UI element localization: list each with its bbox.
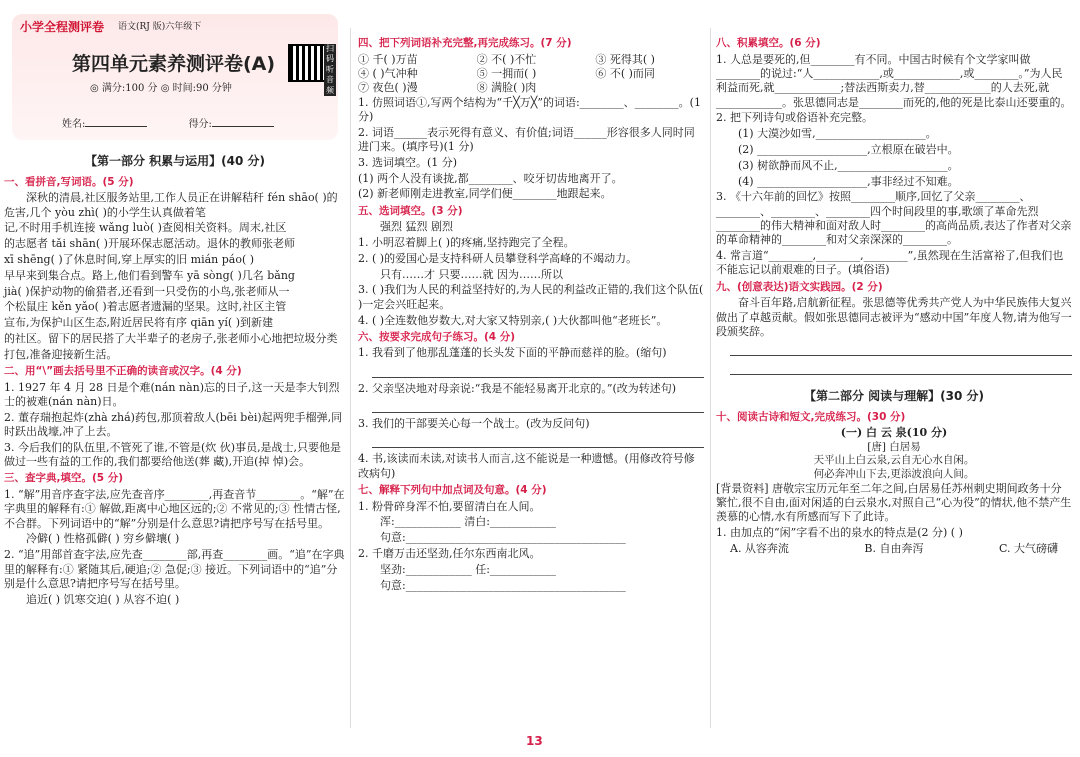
- word-blank[interactable]: ⑦ 夜色( )漫: [358, 81, 418, 95]
- answer-row[interactable]: (3) 树欲静而风不止,____________________。: [738, 158, 959, 172]
- column-divider: [350, 28, 351, 728]
- page-title: 第四单元素养测评卷(A): [72, 53, 276, 75]
- qr-label: 扫码听音频: [326, 44, 334, 95]
- question-item: 4. 书,该读而未读,对读书人而言,这不能说是一种遗憾。(用修改符号修改病句): [358, 452, 695, 480]
- column-divider: [710, 28, 711, 728]
- score-field[interactable]: [212, 126, 274, 127]
- passage-line: 打包,准备迎接新生活。: [4, 347, 118, 361]
- word-blank[interactable]: ④ ( )气冲种: [358, 66, 418, 80]
- exam-header: [12, 14, 338, 140]
- question-item: 1. 我看到了他那乱蓬蓬的长头发下面的平静而慈祥的脸。(缩句): [358, 346, 667, 360]
- answer-row[interactable]: 浑:____________ 清白:____________: [380, 515, 556, 529]
- passage-line: 的社区。留下的居民搭了大半辈子的老房子,张老师小心地把垃圾分类: [4, 331, 338, 345]
- question-item: 1. 仿照词语①,写两个结构为“千╳万╳”的词语:________、________。(1 分): [358, 95, 701, 123]
- background-note: [背景资料] 唐敬宗宝历元年至二年之间,白居易任苏州刺史期间政务十分繁忙,很不自由,面对闲适的白云泉水,对照自己“心为役”的情状,他不禁产生羡慕的心情,水有所感而写下了此诗。: [716, 481, 1072, 524]
- question-item: (2) 新老师刚走进教室,同学们便________地跟起来。: [358, 187, 612, 201]
- score-label: 得分:: [188, 119, 212, 130]
- poem-verse: 何必奔冲山下去,更添波浪向人间。: [813, 467, 975, 480]
- answer-row[interactable]: 句意:________________________________________: [380, 531, 626, 545]
- score-time-info: ◎ 满分:100 分 ◎ 时间:90 分钟: [90, 83, 232, 94]
- passage-line: xī shēng( )了休息时间,穿上厚实的旧 mián páo( ): [4, 252, 255, 266]
- question-item: 2. 董存瑞抱起炸(zhà zhá)药包,那顶着敌人(bēi bèi)起两兜手榴弹,同时跃出战壕,冲了上去。: [4, 410, 343, 439]
- question-item: 4. 常言道“________,________,________”,虽然现在生活富裕了,但我们也不能忘记以前艰难的日子。(填俗语): [716, 249, 1064, 277]
- choice-options: [716, 542, 1072, 556]
- word-blank: [595, 81, 704, 95]
- qr-code-icon[interactable]: [288, 44, 326, 82]
- answer-row[interactable]: 追近( ) 饥寒交迫( ) 从容不迫( ): [26, 592, 180, 606]
- part-2-heading: 【第二部分 阅读与理解】(30 分): [803, 389, 985, 404]
- poem-verse: 天平山上白云泉,云自无心水自闲。: [813, 454, 975, 467]
- passage-line: 记,不时用手机连接 wǎng luò( )查阅相关资料。周末,社区: [4, 221, 287, 235]
- question-item: 3. 选词填空。(1 分): [358, 155, 458, 169]
- question-text: 奋斗百年路,启航新征程。张思德等优秀共产党人为中华民族伟大复兴做出了卓越贡献。假如张思德同志被评为“感动中国”年度人物,请为他写一段颁奖辞。: [716, 296, 1072, 338]
- question-item: 1. 由加点的“闲”字看不出的泉水的特点是(2 分) ( ): [716, 525, 963, 539]
- answer-line[interactable]: [372, 398, 704, 413]
- part-1-heading: 【第一部分 积累与运用】(40 分): [84, 154, 266, 168]
- question-item: 1. 小明忍着脚上( )的疼痛,坚持跑完了全程。: [358, 236, 575, 250]
- word-blank[interactable]: ⑥ 不( )而同: [595, 66, 655, 80]
- column-3: [716, 34, 1072, 556]
- question-item: 4. ( )全连数他岁数大,对大家又特别亲,( )大伙都叫他“老班长”。: [358, 313, 668, 327]
- question-item: 3. 今后我们的队伍里,不管死了谁,不管是(炊 伙)事员,是战士,只要他是做过一些有益的工作的,我们都要给他送(葬 藏),开追(掉 悼)会。: [4, 440, 342, 469]
- word-grid-row: [358, 67, 704, 81]
- answer-line[interactable]: [730, 341, 1072, 356]
- answer-row[interactable]: 句意:________________________________________: [380, 578, 626, 592]
- question-item: 2. 父亲坚决地对母亲说:“我是不能轻易离开北京的。”(改为转述句): [358, 381, 677, 395]
- question-item: (1) 两个人没有谈拢,都________、咬牙切齿地离开了。: [358, 171, 623, 185]
- question-item: 1. 人总是要死的,但________有不同。中国古时候有个文学家叫做________的说过:“人____________,或____________,或________。”为人民利益而死,就____________;替法西斯卖力,替____________的人去死,就____________。张思德同志是________而死的,他的死是比泰山还要重的。: [716, 52, 1072, 109]
- word-bank: 只有……才 只要……就 因为……所以: [380, 267, 563, 281]
- question-item: 2. 词语______表示死得有意义、有价值;词语______形容很多人同时同进门来。(填序号)(1 分): [358, 125, 695, 153]
- passage-line: jià( )保护动物的偷猎者,还看到一只受伤的小鸟,张老师从一: [4, 284, 290, 298]
- passage-line: 深秋的清晨,社区服务站里,工作人员正在讲解秸秆 fén shāo( )的危害,几个 yòu zhì( )的小学生认真做着笔: [4, 191, 338, 219]
- section-6-title: 六、按要求完成句子练习。(4 分): [358, 330, 516, 343]
- word-blank[interactable]: ③ 死得其( ): [595, 52, 655, 66]
- choice-a[interactable]: A. 从容奔流: [730, 541, 789, 555]
- answer-row[interactable]: 冷僻( ) 性格孤僻( ) 穷乡僻壤( ): [26, 532, 180, 546]
- name-label: 姓名:: [62, 119, 86, 130]
- section-1-title: 一、看拼音,写词语。(5 分): [4, 175, 134, 188]
- poem-author: [唐] 白居易: [867, 440, 921, 453]
- passage-line: 宣布,为保护山区生态,附近居民将有序 qiān yí( )到新建: [4, 316, 273, 330]
- question-item: 1. 粉骨碎身浑不怕,要留清白在人间。: [358, 499, 541, 513]
- question-item: 2. 千磨万击还坚劲,任尔东西南北风。: [358, 546, 541, 560]
- answer-row[interactable]: (1) 大漠沙如雪,____________________。: [738, 127, 937, 141]
- question-item: 3. ( )我们为人民的利益坚持好的,为人民的利益改正错的,我们这个队伍( )一定会兴旺起来。: [358, 283, 704, 311]
- answer-line[interactable]: [372, 433, 704, 448]
- word-grid-row: [358, 53, 704, 67]
- question-item: 1. 1927 年 4 月 28 日是个难(nán nàn)忘的日子,这一天是李大钊烈士的被难(nán nàn)日。: [4, 380, 340, 408]
- column-2: [358, 34, 704, 594]
- word-bank: 强烈 猛烈 剧烈: [380, 220, 453, 234]
- section-7-title: 七、解释下列句中加点词及句意。(4 分): [358, 483, 547, 496]
- word-blank[interactable]: ⑧ 满脸( )肉: [476, 81, 537, 95]
- question-item: 1. “解”用音序查字法,应先查音序________,再查音节________。“解”在字典里的解释有:① 解做,距离中心地区远的;② 不常见的;③ 性情古怪,不合群。下列词语中的“解”分别是什么意思?请把序号写在括号里。: [4, 488, 345, 530]
- poem-title: (一) 白 云 泉(10 分): [840, 426, 948, 440]
- section-5-title: 五、选词填空。(3 分): [358, 204, 463, 217]
- name-score-fields: [62, 118, 322, 131]
- choice-c[interactable]: C. 大气磅礴: [998, 541, 1058, 555]
- answer-line[interactable]: [730, 360, 1072, 375]
- word-blank[interactable]: ② 不( )不忙: [476, 52, 537, 66]
- column-1: [4, 0, 346, 608]
- passage-line: 的志愿者 tǎi shān( )开展环保志愿活动。退休的教师张老师: [4, 237, 295, 251]
- section-2-title: 二、用“\”画去括号里不正确的读音或汉字。(4 分): [4, 365, 242, 377]
- answer-row[interactable]: 坚劲:____________ 任:____________: [380, 562, 556, 576]
- passage-line: 早早来到集合点。路上,他们看到警车 yā sòng( )几名 bǎng: [4, 268, 295, 282]
- section-8-title: 八、积累填空。(6 分): [716, 37, 821, 49]
- question-item: 3. 《十六年前的回忆》按照________顺序,回忆了父亲________、________、________、________四个时间段里的事,歌颂了革命先烈________的伟大精神和面对敌人时________的高尚品质,表达了作者对父亲的革命精神的________和对父亲深深的________。: [716, 190, 1072, 247]
- passage-line: 个松鼠庄 kěn yǎo( )着志愿者遗漏的坚果。这时,社区主管: [4, 300, 287, 314]
- grade-label: 语文(RJ 版)六年级下: [118, 22, 202, 32]
- section-4-title: 四、把下列词语补充完整,再完成练习。(7 分): [358, 37, 572, 49]
- word-blank[interactable]: ① 千( )万苗: [358, 52, 418, 66]
- question-item: 3. 我们的干部要关心每一个战士。(改为反问句): [358, 417, 590, 431]
- section-10-title: 十、阅读古诗和短文,完成练习。(30 分): [716, 410, 906, 423]
- word-grid-row: [358, 81, 704, 95]
- answer-row[interactable]: (4) ____________________,事非经过不知难。: [738, 174, 959, 188]
- name-field[interactable]: [85, 126, 147, 127]
- choice-b[interactable]: B. 自由奔泻: [864, 541, 924, 555]
- section-9-title: 九、(创意表达)语文实践园。(2 分): [716, 280, 883, 293]
- brand-logo: 小学全程测评卷: [20, 20, 105, 34]
- question-item: 2. ( )的爱国心是支持科研人员攀登科学高峰的不竭动力。: [358, 251, 638, 265]
- word-blank[interactable]: ⑤ 一拥而( ): [476, 66, 537, 80]
- section-3-title: 三、查字典,填空。(5 分): [4, 472, 124, 485]
- question-item: 2. “追”用部首查字法,应先查________部,再查________画。“追”在字典里的解释有:① 紧随其后,硬追;② 急促;③ 接近。下列词语中的“追”分别是什么意思?请把序号写在括号里。: [4, 548, 345, 590]
- answer-line[interactable]: [372, 363, 704, 378]
- answer-row[interactable]: (2) ____________________,立根原在破岩中。: [738, 142, 959, 156]
- page-number: 13: [526, 734, 543, 748]
- question-item: 2. 把下列诗句或俗语补充完整。: [716, 111, 873, 125]
